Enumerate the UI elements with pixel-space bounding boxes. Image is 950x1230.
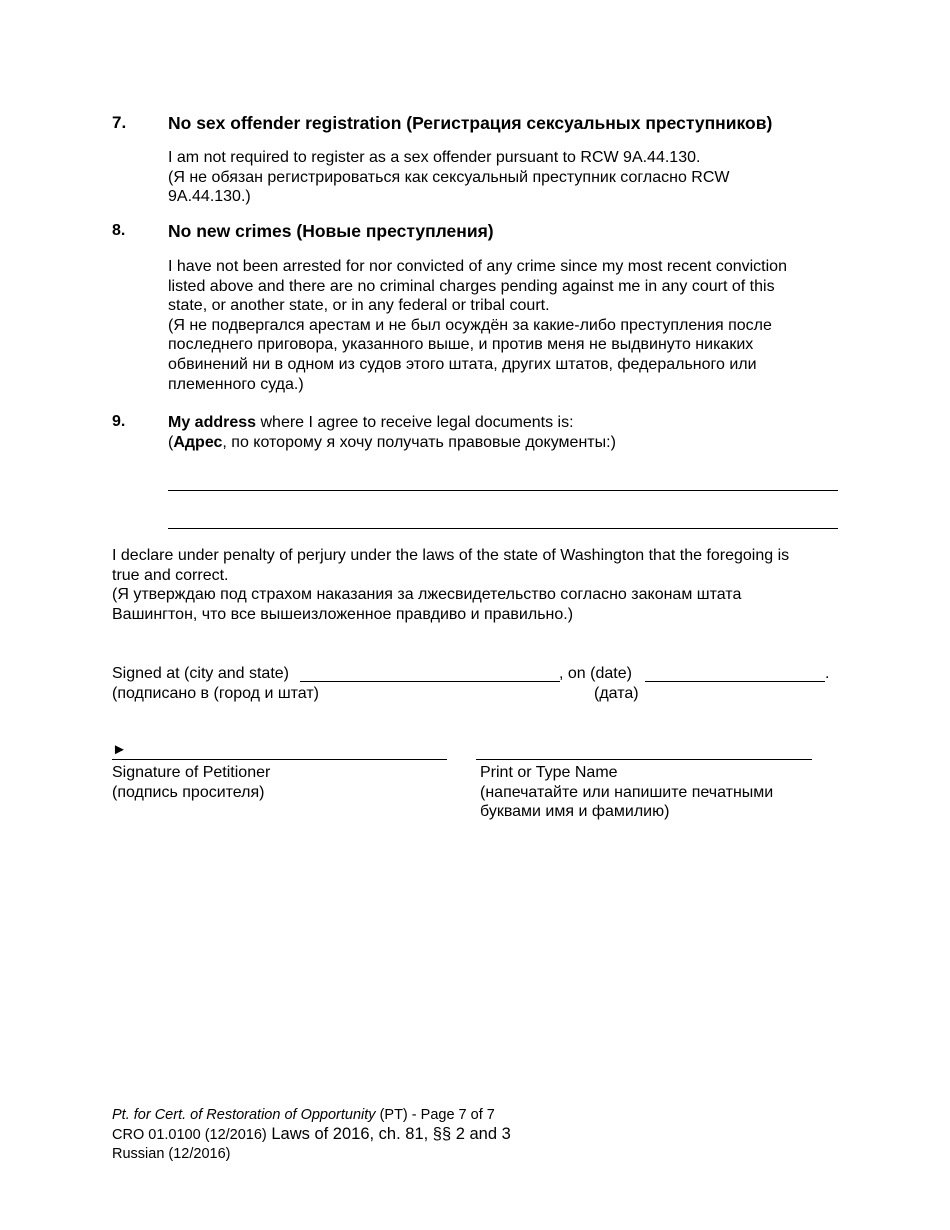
address-label-bold: My address xyxy=(168,414,257,431)
section-8-line: (Я не подвергался арестам и не был осуждён за какие-либо преступления после xyxy=(168,316,772,334)
section-8-line: listed above and there are no criminal charges pending against me in any court of this xyxy=(168,277,775,295)
on-date-label: , on (date) xyxy=(559,665,632,682)
footer-line-1 xyxy=(112,1106,511,1125)
date-label-ru: (дата) xyxy=(594,685,639,702)
print-name-label-ru: (напечатайте или напишите печатными xyxy=(480,783,774,801)
section-7-line: (Я не обязан регистрироваться как сексуальный преступник согласно RCW xyxy=(168,168,730,186)
section-8-line: state, or another state, or in any federal or tribal court. xyxy=(168,297,550,315)
signature-line[interactable] xyxy=(112,759,447,760)
footer-laws: Laws of 2016, ch. 81, §§ 2 and 3 xyxy=(266,1125,511,1143)
footer-language: Russian (12/2016) xyxy=(112,1146,231,1162)
footer xyxy=(112,1106,511,1164)
print-name-label-block xyxy=(480,763,773,822)
declaration-line: (Я утверждаю под страхом наказания за лжесвидетельство согласно законам штата xyxy=(112,586,742,604)
section-8-title: No new crimes (Новые преступления) xyxy=(168,221,494,241)
declaration-line: Вашингтон, что все вышеизложенное правдиво и правильно.) xyxy=(112,605,574,623)
section-7-text xyxy=(168,148,730,207)
footer-form-code: CRO 01.0100 (12/2016) xyxy=(112,1127,267,1143)
address-label xyxy=(168,413,616,433)
date-line[interactable] xyxy=(645,681,825,682)
section-7-number: 7. xyxy=(112,113,127,132)
section-9-number: 9. xyxy=(112,413,126,430)
section-8-line: обвинений ни в одном из судов этого штата, других штатов, федерального или xyxy=(168,355,757,373)
section-8-line: племенного суда.) xyxy=(168,375,304,393)
address-ru-open: ( xyxy=(168,433,174,451)
signed-period: . xyxy=(825,665,830,682)
declaration-text xyxy=(112,546,789,624)
address-line-2[interactable] xyxy=(168,528,838,529)
signed-at-label: Signed at (city and state) xyxy=(112,665,289,682)
section-7-line: 9A.44.130.) xyxy=(168,188,251,206)
signature-label-block xyxy=(112,763,270,802)
print-name-label-ru: буквами имя и фамилию) xyxy=(480,803,670,821)
declaration-line: I declare under penalty of perjury under the laws of the state of Washington that the foregoing is xyxy=(112,547,790,564)
footer-page-info: (PT) - Page 7 of 7 xyxy=(375,1107,495,1123)
address-line-1[interactable] xyxy=(168,490,838,491)
section-8-line: последнего приговора, указанного выше, и против меня не выдвинуто никаких xyxy=(168,336,754,354)
address-label-ru xyxy=(168,433,616,453)
print-name-label: Print or Type Name xyxy=(480,764,618,781)
address-label-rest: where I agree to receive legal documents is: xyxy=(256,414,574,431)
signature-label: Signature of Petitioner xyxy=(112,764,271,781)
signed-at-label-ru: (подписано в (город и штат) xyxy=(112,685,320,702)
declaration-line: true and correct. xyxy=(112,566,229,584)
city-state-line[interactable] xyxy=(300,681,560,682)
address-ru-bold: Адрес xyxy=(173,433,223,451)
footer-form-title: Pt. for Cert. of Restoration of Opportunity xyxy=(112,1107,376,1123)
section-8-number: 8. xyxy=(112,222,126,239)
signature-arrow-icon: ► xyxy=(112,741,127,758)
print-name-line[interactable] xyxy=(476,759,812,760)
section-8-text xyxy=(168,257,787,394)
address-ru-rest: , по которому я хочу получать правовые документы:) xyxy=(222,433,616,451)
section-7-line: I am not required to register as a sex offender pursuant to RCW 9A.44.130. xyxy=(168,149,701,166)
footer-line-2 xyxy=(112,1125,511,1145)
section-9-text xyxy=(168,413,616,452)
signature-label-ru: (подпись просителя) xyxy=(112,783,265,801)
section-8-line: I have not been arrested for nor convicted of any crime since my most recent conviction xyxy=(168,258,787,275)
section-7-title: No sex offender registration (Регистрация сексуальных преступников) xyxy=(168,113,773,133)
